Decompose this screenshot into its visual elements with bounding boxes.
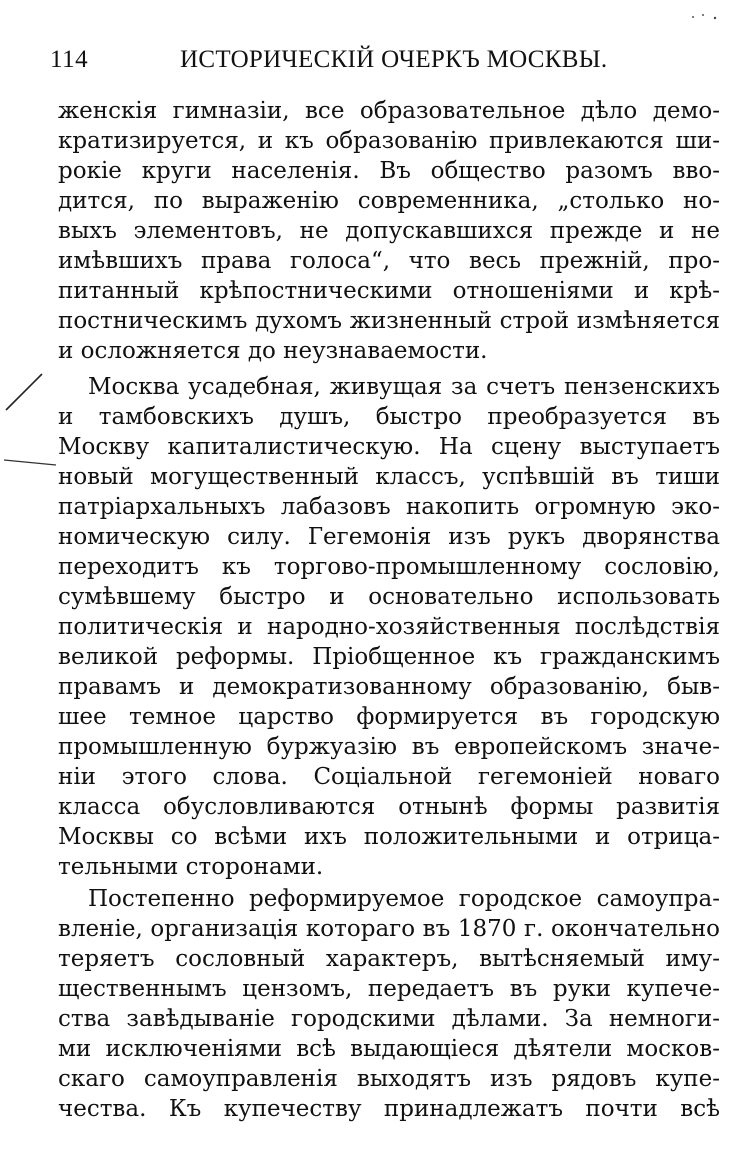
- text-line: Москву капиталистическую. На сцену выступаетъ: [58, 434, 720, 460]
- text-line: дится, по выраженію современника, „столько но-: [58, 188, 720, 214]
- text-line: ства завѣдываніе городскими дѣлами. За немноги-: [58, 1006, 720, 1032]
- print-specks: [689, 8, 729, 20]
- text-line: питанный крѣпостническими отношеніями и крѣ-: [58, 278, 720, 304]
- text-line: теряетъ сословный характеръ, вытѣсняемый иму-: [58, 946, 720, 972]
- text-line: шее темное царство формируется въ городскую: [58, 704, 720, 730]
- text-line: женскія гимназіи, все образовательное дѣло демо-: [58, 98, 720, 124]
- text-line: ми исключеніями всѣ выдающіеся дѣятели москов-: [58, 1036, 720, 1062]
- text-line: Постепенно реформируемое городское самоупра-: [88, 886, 720, 912]
- text-line: щественнымъ цензомъ, передаетъ въ руки купече-: [58, 976, 720, 1002]
- text-line: рокіе круги населенія. Въ общество разомъ вво-: [58, 158, 720, 184]
- margin-pencil-mark: [0, 368, 60, 488]
- text-line: чества. Къ купечеству принадлежатъ почти всѣ: [58, 1096, 720, 1122]
- page-header: [50, 40, 720, 80]
- text-line: скаго самоуправленія выходятъ изъ рядовъ купе-: [58, 1066, 720, 1092]
- text-line: патріархальныхъ лабазовъ накопить огромную эко-: [58, 494, 720, 520]
- text-line: выхъ элементовъ, не допускавшихся прежде и не: [58, 218, 720, 244]
- text-line: переходитъ къ торгово-промышленному сословію,: [58, 554, 720, 580]
- text-line: правамъ и демократизованному образованію, быв-: [58, 674, 720, 700]
- text-line: и осложняется до неузнаваемости.: [58, 338, 488, 364]
- text-line: имѣвшихъ права голоса“, что весь прежній, про-: [58, 248, 720, 274]
- text-line: кратизируется, и къ образованію привлекаются ши-: [58, 128, 720, 154]
- text-line: и тамбовскихъ душъ, быстро преобразуется въ: [58, 404, 720, 430]
- text-line: сумѣвшему быстро и основательно использовать: [58, 584, 720, 610]
- text-line: Москва усадебная, живущая за счетъ пензенскихъ: [88, 374, 720, 400]
- running-title: ИСТОРИЧЕСКІЙ ОЧЕРКЪ МОСКВЫ.: [180, 46, 608, 73]
- text-line: тельными сторонами.: [58, 854, 324, 880]
- text-line: Москвы со всѣми ихъ положительными и отрица-: [58, 824, 720, 850]
- text-line: ніи этого слова. Соціальной гегемоніей новаго: [58, 764, 720, 790]
- text-line: класса обусловливаются отнынѣ формы развитія: [58, 794, 720, 820]
- text-line: постническимъ духомъ жизненный строй измѣняется: [58, 308, 720, 334]
- text-line: новый могущественный классъ, успѣвшій въ тиши: [58, 464, 720, 490]
- text-line: номическую силу. Гегемонія изъ рукъ дворянства: [58, 524, 720, 550]
- text-line: промышленную буржуазію въ европейскомъ значе-: [58, 734, 720, 760]
- text-line: великой реформы. Пріобщенное къ гражданскимъ: [58, 644, 720, 670]
- page-number: 114: [50, 46, 89, 73]
- text-line: вленіе, организація котораго въ 1870 г. окончательно: [58, 916, 720, 942]
- text-line: политическія и народно-хозяйственныя послѣдствія: [58, 614, 720, 640]
